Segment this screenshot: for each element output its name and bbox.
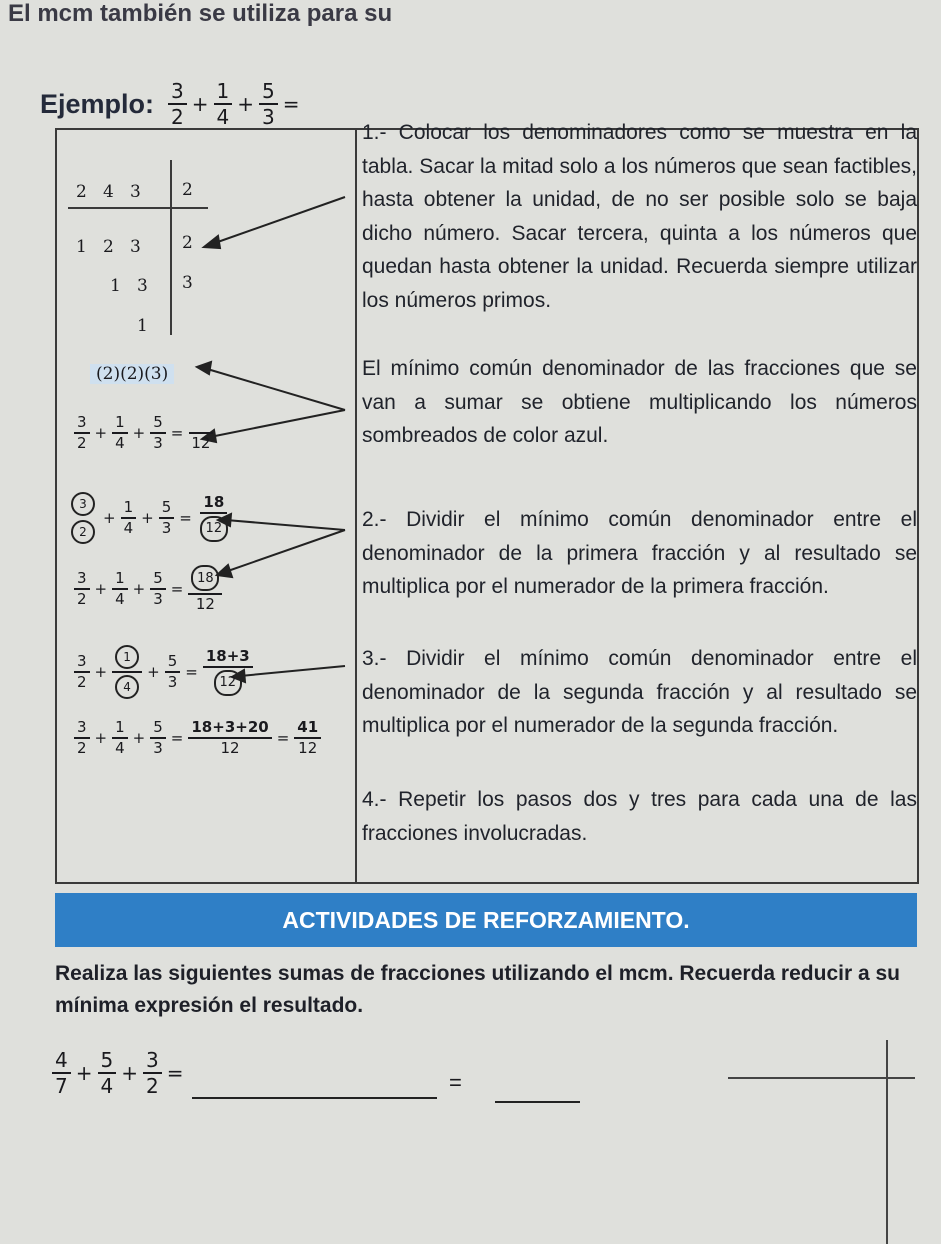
banner-title: ACTIVIDADES DE REFORZAMIENTO. xyxy=(282,906,690,933)
arrowhead xyxy=(204,236,220,248)
header-text: El mcm también se utiliza para su xyxy=(8,0,393,27)
step-expression-5: $\frac{3}{2}$ + $\frac{1}{4}$ + $\frac{5}{3}$ = $\frac{18+3+20}{12}$ = $\frac{41}{12}$ xyxy=(72,720,323,756)
table-divisor: 2 xyxy=(182,233,193,253)
arrow-line xyxy=(210,410,345,437)
answer-blank-1[interactable] xyxy=(192,1097,437,1099)
table-row: 1 xyxy=(137,316,148,336)
instruction-step-2: 2.- Dividir el mínimo común denominador entre el denominador de la primera fracción y al resultado se multiplica por el numerador de la primera fracción. xyxy=(362,508,917,599)
arrow-line xyxy=(225,530,345,572)
example-expression: $\frac{3}{2}$ + $\frac{1}{4}$ + $\frac{5}{3}$ = xyxy=(166,81,303,127)
step-expression-3: $\frac{3}{2}$ + $\frac{1}{4}$ + $\frac{5}{3}$ = $\frac{18}{12}$ xyxy=(72,565,224,612)
workspace-line-vertical xyxy=(886,1040,888,1244)
step-expression-2: 3 2 + $\frac{1}{4}$ + $\frac{5}{3}$ = $\frac{18}{12}$ xyxy=(66,492,233,544)
arrow-line xyxy=(226,520,345,530)
instruction-step-1: 1.- Colocar los denominadores como se muestra en la tabla. Sacar la mitad solo a los números que sean factibles, hasta obtener la unidad, de no ser posible solo se baja dicho número. Sacar tercera, quinta a los números que quedan hasta obtener la unidad. Recuerda siempre utilizar los números primos. xyxy=(362,121,917,312)
table-product: (2)(2)(3) xyxy=(90,364,174,384)
instruction-step-4: 4.- Repetir los pasos dos y tres para cada una de las fracciones involucradas. xyxy=(362,788,917,845)
instruction-mcm: El mínimo común denominador de las fracciones que se van a sumar se obtiene multiplicando los números sombreados de color azul. xyxy=(362,357,917,448)
equals-sign: = xyxy=(449,1070,462,1095)
answer-blank-2[interactable] xyxy=(495,1101,580,1103)
arrow-line xyxy=(204,368,345,410)
table-divisor: 3 xyxy=(182,273,193,293)
table-row: 1 2 3 xyxy=(76,237,141,257)
step-expression-1: $\frac{3}{2}$ + $\frac{1}{4}$ + $\frac{5}{3}$ = 12 xyxy=(72,415,215,451)
arrow-line xyxy=(212,197,345,244)
arrowhead xyxy=(197,362,211,374)
activities-banner xyxy=(55,893,917,947)
activity-expression: $\frac{4}{7}$ + $\frac{5}{4}$ + $\frac{3}{2}$ = xyxy=(50,1050,187,1096)
step-expression-4: $\frac{3}{2}$ + $\frac{1}{4}$ + $\frac{5}{3}$ = $\frac{18+3}{12}$ xyxy=(72,645,255,699)
arrow-line xyxy=(240,666,345,676)
example-label: Ejemplo: xyxy=(40,88,155,119)
instruction-step-3: 3.- Dividir el mínimo común denominador entre el denominador de la segunda fracción y al resultado se multiplica por el numerador de la segunda fracción. xyxy=(362,647,917,738)
table-row: 1 3 xyxy=(110,276,148,296)
table-row: 2 4 3 xyxy=(76,182,141,202)
table-divisor: 2 xyxy=(182,180,193,200)
activity-instruction: Realiza las siguientes sumas de fracciones utilizando el mcm. Recuerda reducir a su mínima expresión el resultado. xyxy=(55,962,900,1017)
